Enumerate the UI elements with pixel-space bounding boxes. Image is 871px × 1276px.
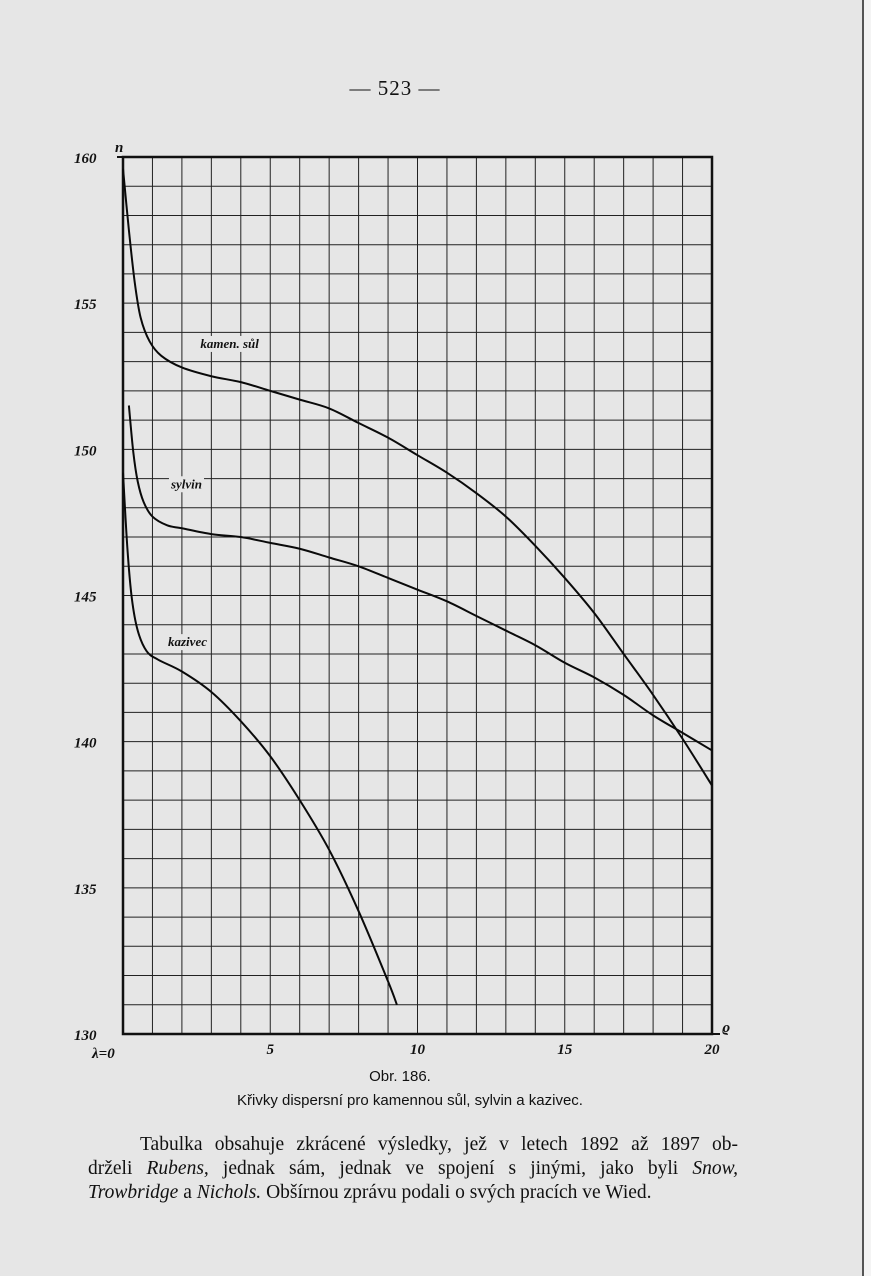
- x-origin-label: λ=0: [92, 1046, 115, 1062]
- body-line-3: Trowbridge a Nichols. Obšírnou zprávu podali o svých pracích ve Wied.: [88, 1182, 652, 1203]
- y-tick-label: 140: [74, 735, 97, 752]
- body-line-1: Tabulka obsahuje zkrácené výsledky, jež v letech 1892 až 1897 ob-: [140, 1134, 738, 1155]
- page-number: — 523 —: [349, 76, 441, 100]
- name-trowbridge: Trowbridge: [88, 1182, 179, 1203]
- body-line-2: drželi Rubens, jednak sám, jednak ve spojení s jinými, jako byli Snow,: [88, 1158, 738, 1179]
- y-tick-label: 160: [74, 151, 97, 167]
- y-tick-label: 145: [74, 589, 97, 606]
- x-tick-label: 5: [266, 1042, 274, 1058]
- x-tick-labels: [267, 1042, 721, 1058]
- y-tick-label: 130: [74, 1028, 97, 1044]
- y-tick-label: 135: [74, 881, 97, 898]
- curve-label: kazivec: [168, 634, 207, 650]
- name-rubens: Rubens,: [146, 1158, 209, 1179]
- x-axis-label: ϱ: [722, 1020, 731, 1036]
- x-tick-label: 15: [557, 1042, 573, 1058]
- y-tick-labels: [74, 151, 97, 1044]
- x-tick-label: 20: [704, 1042, 720, 1058]
- name-snow: Snow,: [692, 1158, 738, 1179]
- figure-number: Obr. 186.: [369, 1068, 431, 1085]
- curve-3: [123, 473, 397, 1005]
- y-tick-label: 150: [74, 443, 97, 460]
- curve-label: kamen. sůl: [200, 335, 259, 351]
- name-nichols: Nichols.: [196, 1182, 262, 1203]
- curve-label: sylvin: [170, 476, 203, 492]
- x-tick-label: 10: [410, 1042, 425, 1058]
- figure-caption: Křivky dispersní pro kamennou sůl, sylvin a kazivec.: [237, 1092, 583, 1109]
- y-tick-label: 155: [74, 297, 97, 314]
- y-axis-label: n: [115, 140, 124, 156]
- body-paragraph: [88, 1133, 738, 1205]
- chart-grid: [123, 157, 712, 1034]
